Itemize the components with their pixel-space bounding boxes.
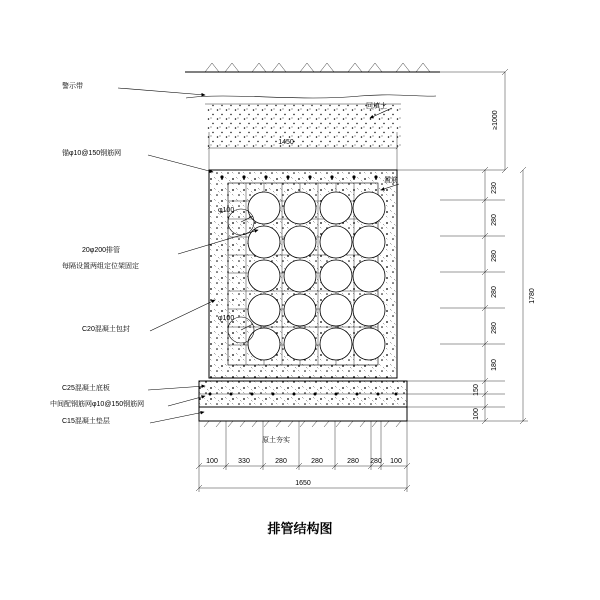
label-cushion-c15: C15混凝土垫层	[62, 418, 110, 425]
dim-bottom-total: 1650	[295, 480, 311, 487]
label-concrete-c20: C20混凝土包封	[82, 326, 130, 333]
dim-r2: 280	[491, 250, 498, 262]
duct-bank-encasement	[209, 170, 397, 378]
label-backfill: 回填土	[366, 103, 387, 110]
cushion-layer	[199, 407, 407, 427]
label-pipe-spec: 20φ200排管	[82, 247, 121, 254]
label-rebar-note: 中间配钢筋网φ10@150钢筋网	[50, 401, 145, 408]
dim-b0: 100	[206, 458, 218, 465]
dim-r4: 280	[491, 322, 498, 334]
label-mesh-top: 锚φ10@150钢筋网	[62, 150, 122, 157]
backfill-zone	[185, 63, 440, 148]
drawing-title: 排管结构图	[267, 521, 333, 536]
dim-r3: 280	[491, 286, 498, 298]
dim-b2: 280	[275, 458, 287, 465]
pipe-array	[228, 192, 385, 360]
dim-bottom-chain	[196, 421, 410, 492]
dim-r5: 180	[491, 359, 498, 371]
label-fix-note: 每隔设置两组定位架固定	[62, 263, 139, 270]
dim-right-chain	[397, 69, 536, 424]
dim-right-total: 1780	[529, 288, 536, 304]
dim-cover-depth: ≥1000	[492, 110, 499, 130]
dim-r6: 150	[473, 384, 480, 396]
dim-b6: 100	[390, 458, 402, 465]
label-warning-tape: 警示带	[62, 83, 83, 90]
label-pipe-dia-upper: φ100	[218, 207, 235, 214]
label-base-c25: C25混凝土底板	[62, 385, 110, 392]
dim-b5: 280	[370, 458, 382, 465]
dim-b1: 330	[238, 458, 250, 465]
dim-top-width-value: 1450	[278, 139, 294, 146]
dim-r1: 280	[491, 214, 498, 226]
dim-b3: 280	[311, 458, 323, 465]
label-pipe-dia-lower: φ100	[218, 315, 235, 322]
label-compacted-soil: 原土夯实	[262, 437, 290, 444]
dim-b4: 280	[347, 458, 359, 465]
base-slab	[199, 381, 407, 407]
dim-r7: 100	[473, 408, 480, 420]
dim-r0: 230	[491, 182, 498, 194]
label-mesh-right: 置筋	[384, 177, 398, 184]
